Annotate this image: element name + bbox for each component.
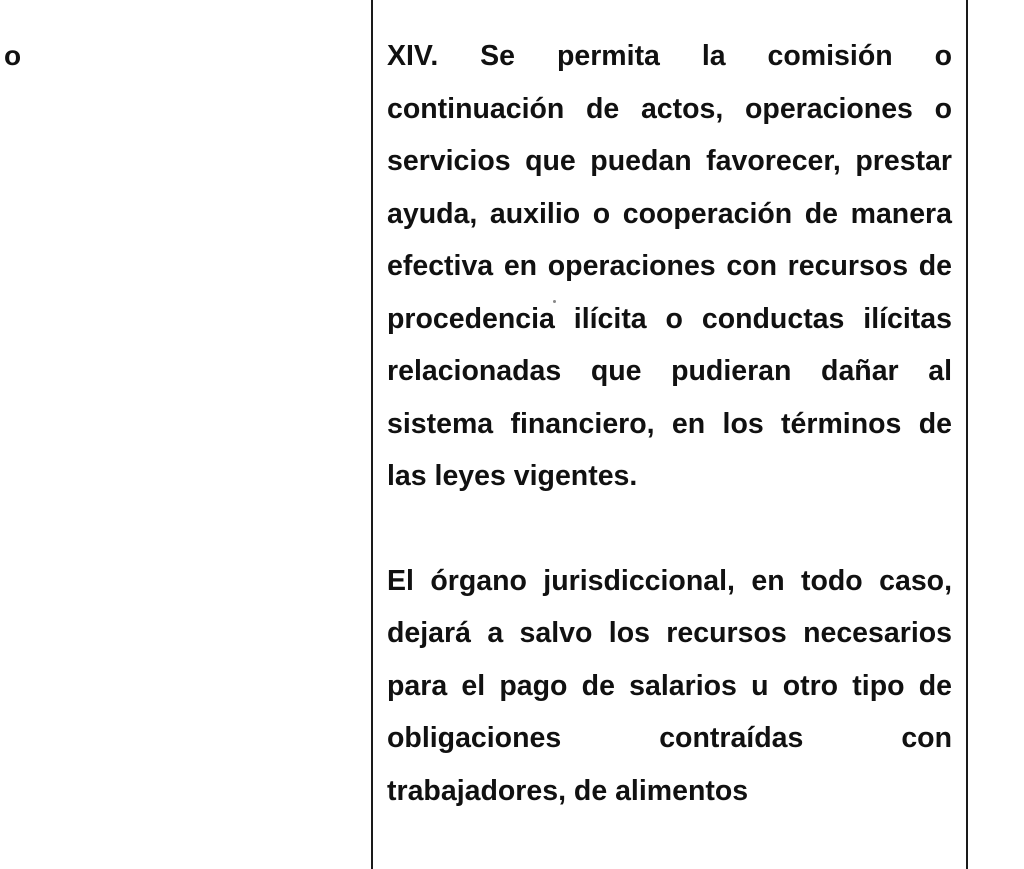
- left-column-rule: [371, 0, 373, 869]
- left-column-fragment: o: [4, 40, 22, 71]
- right-column-text: [387, 30, 952, 817]
- right-column-rule: [966, 0, 968, 869]
- paragraph-fraction-xiv: XIV. Se permita la comisión o continuación de actos, operaciones o servicios que puedan favorecer, prestar ayuda, auxilio o cooperación de manera efectiva en operaciones con recursos de procedencia ilícita o conductas ilícitas relacionadas que pudieran dañar al sistema financiero, en los términos de las leyes vigentes.: [387, 40, 952, 492]
- scan-speck: [553, 300, 556, 303]
- paragraph-organo-jurisdiccional: El órgano jurisdiccional, en todo caso, dejará a salvo los recursos necesarios para el pago de salarios u otro tipo de obligaciones contraídas con trabajadores, de alimentos: [387, 564, 952, 807]
